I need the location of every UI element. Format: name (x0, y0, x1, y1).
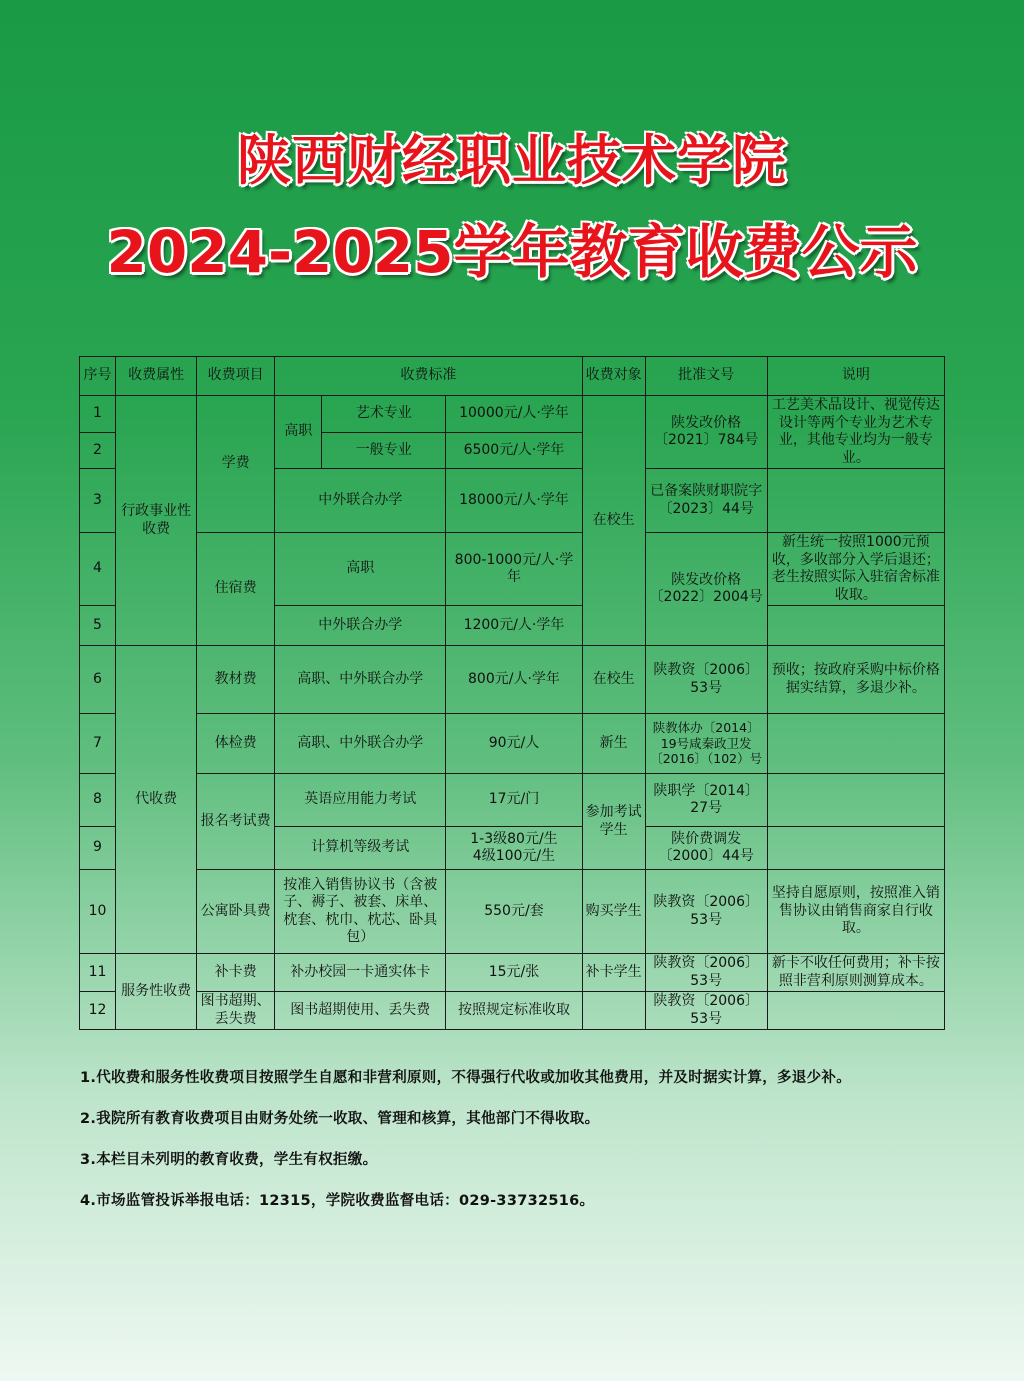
cell-target: 在校生 (582, 396, 645, 646)
note-item: 3.本栏目未列明的教育收费，学生有权拒缴。 (80, 1152, 378, 1168)
cell-item: 图书超期、丢失费 (197, 992, 275, 1030)
cell-target: 在校生 (582, 646, 645, 714)
table-row (80, 954, 945, 992)
cell-seq: 11 (80, 954, 116, 992)
cell-attr: 行政事业性收费 (116, 396, 197, 646)
cell-approval: 陕发改价格〔2022〕2004号 (645, 533, 767, 646)
cell-target: 新生 (582, 714, 645, 774)
cell-note (767, 606, 944, 646)
cell-attr: 代收费 (116, 646, 197, 954)
cell-level: 高职 (275, 396, 322, 469)
cell-approval: 陕教资〔2006〕53号 (645, 870, 767, 954)
cell-note: 工艺美术品设计、视觉传达设计等两个专业为艺术专业，其他专业均为一般专业。 (767, 396, 944, 469)
cell-approval: 陕发改价格〔2021〕784号 (645, 396, 767, 469)
cell-approval: 陕教体办〔2014〕19号咸秦政卫发〔2016〕（102）号 (645, 714, 767, 774)
cell-sub: 中外联合办学 (275, 469, 446, 533)
cell-seq: 12 (80, 992, 116, 1030)
table-row (80, 646, 945, 714)
cell-seq: 8 (80, 774, 116, 827)
cell-item: 补卡费 (197, 954, 275, 992)
cell-note (767, 774, 944, 827)
cell-seq: 6 (80, 646, 116, 714)
cell-seq: 1 (80, 396, 116, 433)
cell-fee: 按照规定标准收取 (446, 992, 582, 1030)
cell-sub: 艺术专业 (322, 396, 446, 433)
cell-approval: 陕教资〔2006〕53号 (645, 954, 767, 992)
cell-fee: 550元/套 (446, 870, 582, 954)
cell-fee: 17元/门 (446, 774, 582, 827)
cell-sub: 高职、中外联合办学 (275, 714, 446, 774)
cell-seq: 9 (80, 827, 116, 870)
cell-fee: 800-1000元/人·学年 (446, 533, 582, 606)
page-subtitle: 2024-2025学年教育收费公示 (106, 218, 918, 286)
cell-item: 住宿费 (197, 533, 275, 646)
cell-approval: 陕教资〔2006〕53号 (645, 646, 767, 714)
notes-section (80, 1066, 980, 1230)
cell-sub: 英语应用能力考试 (275, 774, 446, 827)
table-row (80, 992, 945, 1030)
cell-item: 教材费 (197, 646, 275, 714)
cell-fee: 6500元/人·学年 (446, 433, 582, 469)
cell-item: 报名考试费 (197, 774, 275, 870)
header-attr: 收费属性 (116, 357, 197, 396)
cell-seq: 3 (80, 469, 116, 533)
cell-note: 坚持自愿原则，按照准入销售协议由销售商家自行收取。 (767, 870, 944, 954)
cell-target: 补卡学生 (582, 954, 645, 992)
cell-fee: 1200元/人·学年 (446, 606, 582, 646)
note-item: 4.市场监管投诉举报电话：12315，学院收费监督电话：029-33732516。 (80, 1193, 595, 1209)
header-standard: 收费标准 (275, 357, 582, 396)
cell-sub: 高职 (275, 533, 446, 606)
table-header-row (80, 357, 945, 396)
note-item: 1.代收费和服务性收费项目按照学生自愿和非营利原则，不得强行代收或加收其他费用，并及时据实计算，多退少补。 (80, 1070, 851, 1086)
cell-sub: 中外联合办学 (275, 606, 446, 646)
fee-line: 1-3级80元/生 (470, 830, 558, 847)
cell-note: 新生统一按照1000元预收，多收部分入学后退还；老生按照实际入驻宿舍标准收取。 (767, 533, 944, 606)
cell-target: 购买学生 (582, 870, 645, 954)
header-item: 收费项目 (197, 357, 275, 396)
cell-seq: 5 (80, 606, 116, 646)
cell-note (767, 714, 944, 774)
cell-sub: 补办校园一卡通实体卡 (275, 954, 446, 992)
cell-note (767, 469, 944, 533)
cell-note: 新卡不收任何费用；补卡按照非营利原则测算成本。 (767, 954, 944, 992)
cell-fee: 90元/人 (446, 714, 582, 774)
cell-note (767, 992, 944, 1030)
cell-attr: 服务性收费 (116, 954, 197, 1030)
cell-sub: 图书超期使用、丢失费 (275, 992, 446, 1030)
cell-fee: 18000元/人·学年 (446, 469, 582, 533)
cell-approval: 陕职学〔2014〕27号 (645, 774, 767, 827)
fee-table (79, 356, 945, 1030)
header-note: 说明 (767, 357, 944, 396)
cell-item: 公寓卧具费 (197, 870, 275, 954)
cell-sub: 高职、中外联合办学 (275, 646, 446, 714)
cell-sub: 一般专业 (322, 433, 446, 469)
cell-fee: 10000元/人·学年 (446, 396, 582, 433)
table-row (80, 870, 945, 954)
page-title: 陕西财经职业技术学院 (237, 129, 787, 192)
cell-sub: 按准入销售协议书（含被子、褥子、被套、床单、枕套、枕巾、枕芯、卧具包） (275, 870, 446, 954)
cell-target (582, 992, 645, 1030)
cell-approval: 已备案陕财职院字〔2023〕44号 (645, 469, 767, 533)
cell-seq: 7 (80, 714, 116, 774)
cell-fee: 800元/人·学年 (446, 646, 582, 714)
table-row (80, 714, 945, 774)
cell-fee: 15元/张 (446, 954, 582, 992)
header-approval: 批准文号 (645, 357, 767, 396)
cell-seq: 4 (80, 533, 116, 606)
cell-approval: 陕价费调发〔2000〕44号 (645, 827, 767, 870)
table-row (80, 396, 945, 433)
header-target: 收费对象 (582, 357, 645, 396)
note-item: 2.我院所有教育收费项目由财务处统一收取、管理和核算，其他部门不得收取。 (80, 1111, 600, 1127)
fee-line: 4级100元/生 (472, 848, 556, 864)
table-row (80, 774, 945, 827)
table-row (80, 533, 945, 606)
cell-approval: 陕教资〔2006〕53号 (645, 992, 767, 1030)
cell-target: 参加考试学生 (582, 774, 645, 870)
cell-sub: 计算机等级考试 (275, 827, 446, 870)
cell-item: 体检费 (197, 714, 275, 774)
cell-note: 预收；按政府采购中标价格据实结算，多退少补。 (767, 646, 944, 714)
cell-seq: 10 (80, 870, 116, 954)
header-seq: 序号 (80, 357, 116, 396)
cell-seq: 2 (80, 433, 116, 469)
cell-fee (446, 827, 582, 870)
cell-note (767, 827, 944, 870)
cell-item: 学费 (197, 396, 275, 533)
